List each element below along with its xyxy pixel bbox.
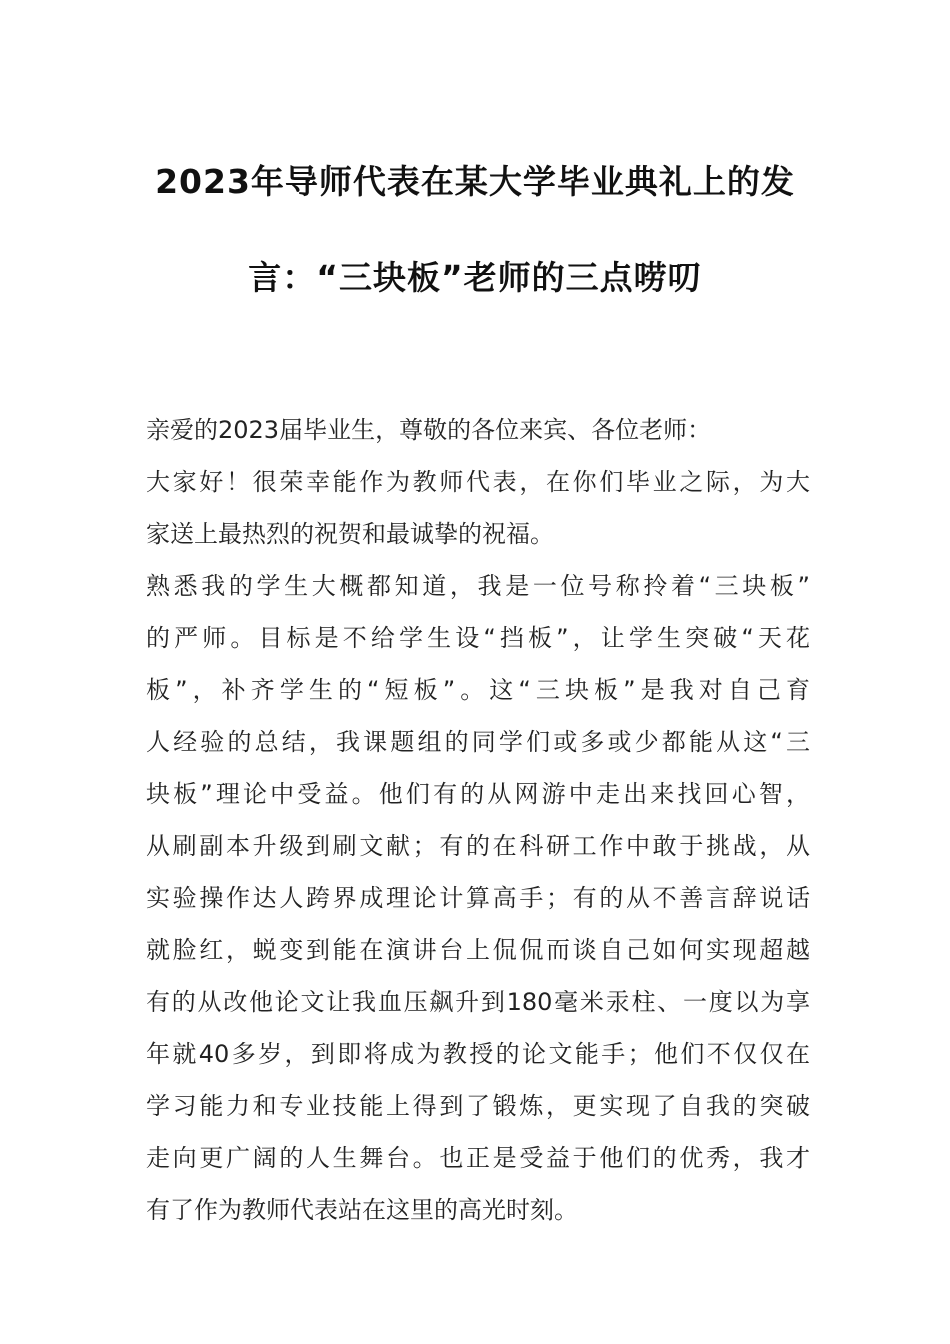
paragraph-line: 大家好！很荣幸能作为教师代表，在你们毕业之际，为大 bbox=[146, 468, 810, 496]
paragraph-greeting bbox=[146, 456, 810, 560]
paragraph-three-boards bbox=[146, 560, 810, 1236]
paragraph-line: 就脸红，蜕变到能在演讲台上侃侃而谈自己如何实现超越 bbox=[146, 936, 810, 964]
document-body bbox=[146, 404, 810, 1236]
paragraph-line: 实验操作达人跨界成理论计算高手；有的从不善言辞说话 bbox=[146, 884, 810, 912]
paragraph-line: 年就40多岁，到即将成为教授的论文能手；他们不仅仅在 bbox=[146, 1040, 810, 1068]
paragraph-line: 块板”理论中受益。他们有的从网游中走出来找回心智， bbox=[146, 780, 810, 808]
paragraph-line: 的严师。目标是不给学生设“挡板”，让学生突破“天花 bbox=[146, 624, 810, 652]
paragraph-line: 走向更广阔的人生舞台。也正是受益于他们的优秀，我才 bbox=[146, 1144, 810, 1172]
salutation: 亲爱的2023届毕业生，尊敬的各位来宾、各位老师： bbox=[146, 416, 712, 444]
paragraph-line: 学习能力和专业技能上得到了锻炼，更实现了自我的突破 bbox=[146, 1092, 810, 1120]
paragraph-line: 人经验的总结，我课题组的同学们或多或少都能从这“三 bbox=[146, 728, 810, 756]
paragraph-line: 有的从改他论文让我血压飙升到180毫米汞柱、一度以为享 bbox=[146, 988, 810, 1016]
paragraph-line: 有了作为教师代表站在这里的高光时刻。 bbox=[146, 1196, 578, 1224]
paragraph-line: 熟悉我的学生大概都知道，我是一位号称拎着“三块板” bbox=[146, 572, 810, 600]
paragraph-line: 板”，补齐学生的“短板”。这“三块板”是我对自己育 bbox=[146, 676, 810, 704]
document-title-line-1: 2023年导师代表在某大学毕业典礼上的发 bbox=[155, 162, 795, 201]
paragraph-line: 从刷副本升级到刷文献；有的在科研工作中敢于挑战，从 bbox=[146, 832, 810, 860]
paragraph-line: 家送上最热烈的祝贺和最诚挚的祝福。 bbox=[146, 520, 554, 548]
document-title-line-2: 言：“三块板”老师的三点唠叨 bbox=[248, 258, 702, 297]
